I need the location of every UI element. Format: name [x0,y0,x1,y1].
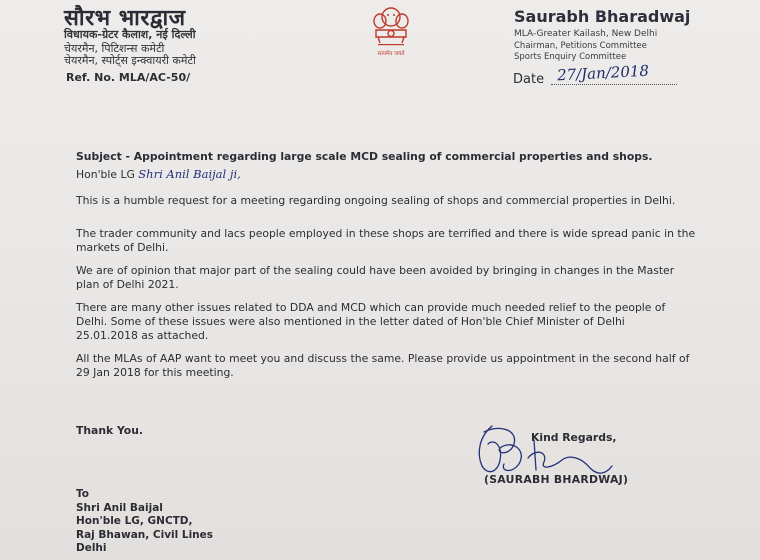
salutation-handwritten: Shri Anil Baijal ji, [138,167,241,181]
emblem-motto: सत्यमेव जयते [377,51,405,57]
salutation-prefix: Hon'ble LG [76,168,135,181]
signatory-name: (SAURABH BHARDWAJ) [484,473,629,486]
to-label: To [76,488,89,500]
closing-regards: Kind Regards, [531,431,617,444]
hindi-committee-1: चेयरमैन, पिटिशन्स कमेटी [64,42,165,55]
hindi-committee-2: चेयरमैन, स्पोर्ट्स इन्क्वायरी कमेटी [64,54,196,67]
national-emblem-icon [368,4,414,60]
english-designation: MLA-Greater Kailash, New Delhi [514,29,658,39]
recipient-line: Delhi [76,542,107,554]
recipient-line: Shri Anil Baijal [76,501,163,514]
recipient-address [76,488,213,556]
english-committee-2: Sports Enquiry Committee [514,52,627,62]
hindi-name-heading: सौरभ भारद्वाज [64,6,186,31]
date-handwritten: 27/Jan/2018 [556,61,650,85]
hindi-designation: विधायक-ग्रेटर कैलाश, नई दिल्ली [64,28,196,41]
paragraph-traders: The trader community and lacs people employed in these shops are terrified and there is wide spread panic in the markets of Delhi. [76,227,696,254]
paragraph-master-plan: We are of opinion that major part of the sealing could have been avoided by bringing in changes in the Master plan of Delhi 2021. [76,264,675,291]
subject-line: Subject - Appointment regarding large scale MCD sealing of commercial properties and shops. [76,150,653,163]
closing-thanks: Thank You. [76,424,143,437]
paragraph-meeting-request: All the MLAs of AAP want to meet you and discuss the same. Please provide us appointment in the second half of 29 Jan 2018 for this meeting. [76,352,690,379]
recipient-line: Hon'ble LG, GNCTD, [76,515,193,527]
reference-number: Ref. No. MLA/AC-50/ [66,71,191,84]
english-committee-1: Chairman, Petitions Committee [514,41,647,51]
date-dotted-line [551,84,677,85]
recipient-line: Raj Bhawan, Civil Lines [76,528,214,541]
date-label: Date [513,72,545,87]
english-name-heading: Saurabh Bharadwaj [514,7,691,26]
paragraph-request: This is a humble request for a meeting regarding ongoing sealing of shops and commercial properties in Delhi. [76,194,676,207]
paragraph-other-issues: There are many other issues related to DDA and MCD which can provide much needed relief to the people of Delhi. Some of these issues were also mentioned in the letter dated of Hon'ble Chief Minister of Delhi 25.01.2018 as attached. [76,301,666,342]
salutation [76,167,706,182]
